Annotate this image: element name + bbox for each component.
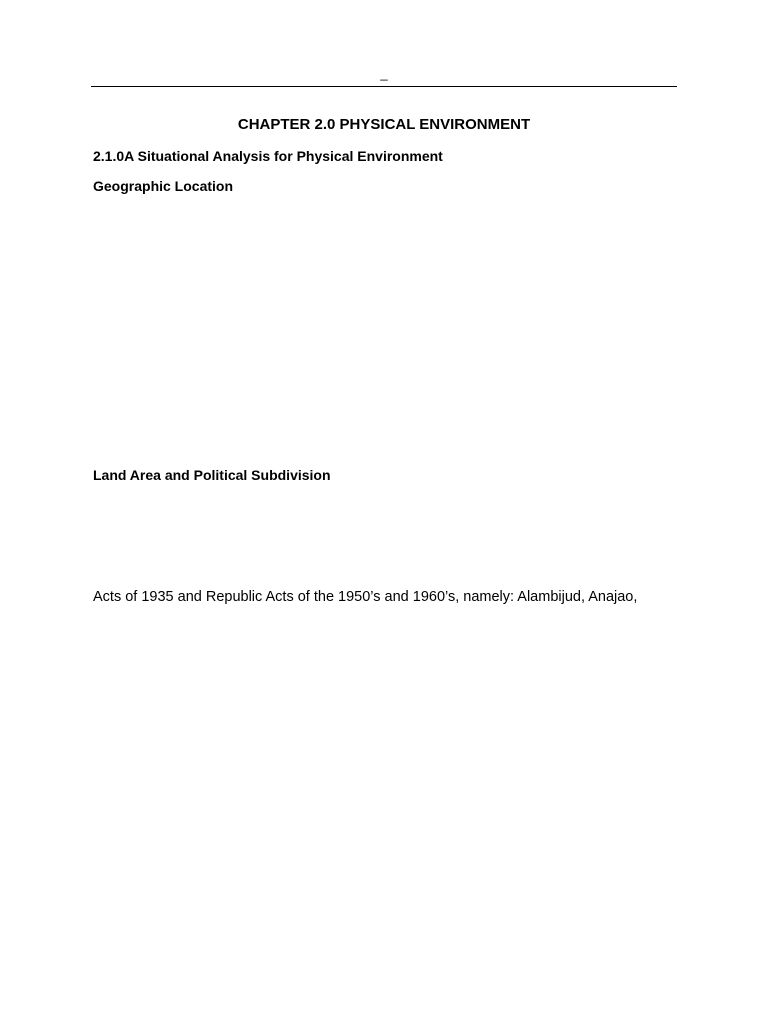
section-heading: 2.1.0A Situational Analysis for Physical Environment [93, 148, 443, 164]
body-text-line: Acts of 1935 and Republic Acts of the 1950’s and 1960’s, namely: Alambijud, Anajao, [93, 589, 638, 605]
chapter-title: CHAPTER 2.0 PHYSICAL ENVIRONMENT [237, 116, 531, 133]
header-mark: _ [380, 66, 388, 81]
subheading-geographic-location: Geographic Location [93, 178, 234, 194]
header-divider [91, 86, 677, 87]
subheading-land-area: Land Area and Political Subdivision [93, 467, 331, 483]
